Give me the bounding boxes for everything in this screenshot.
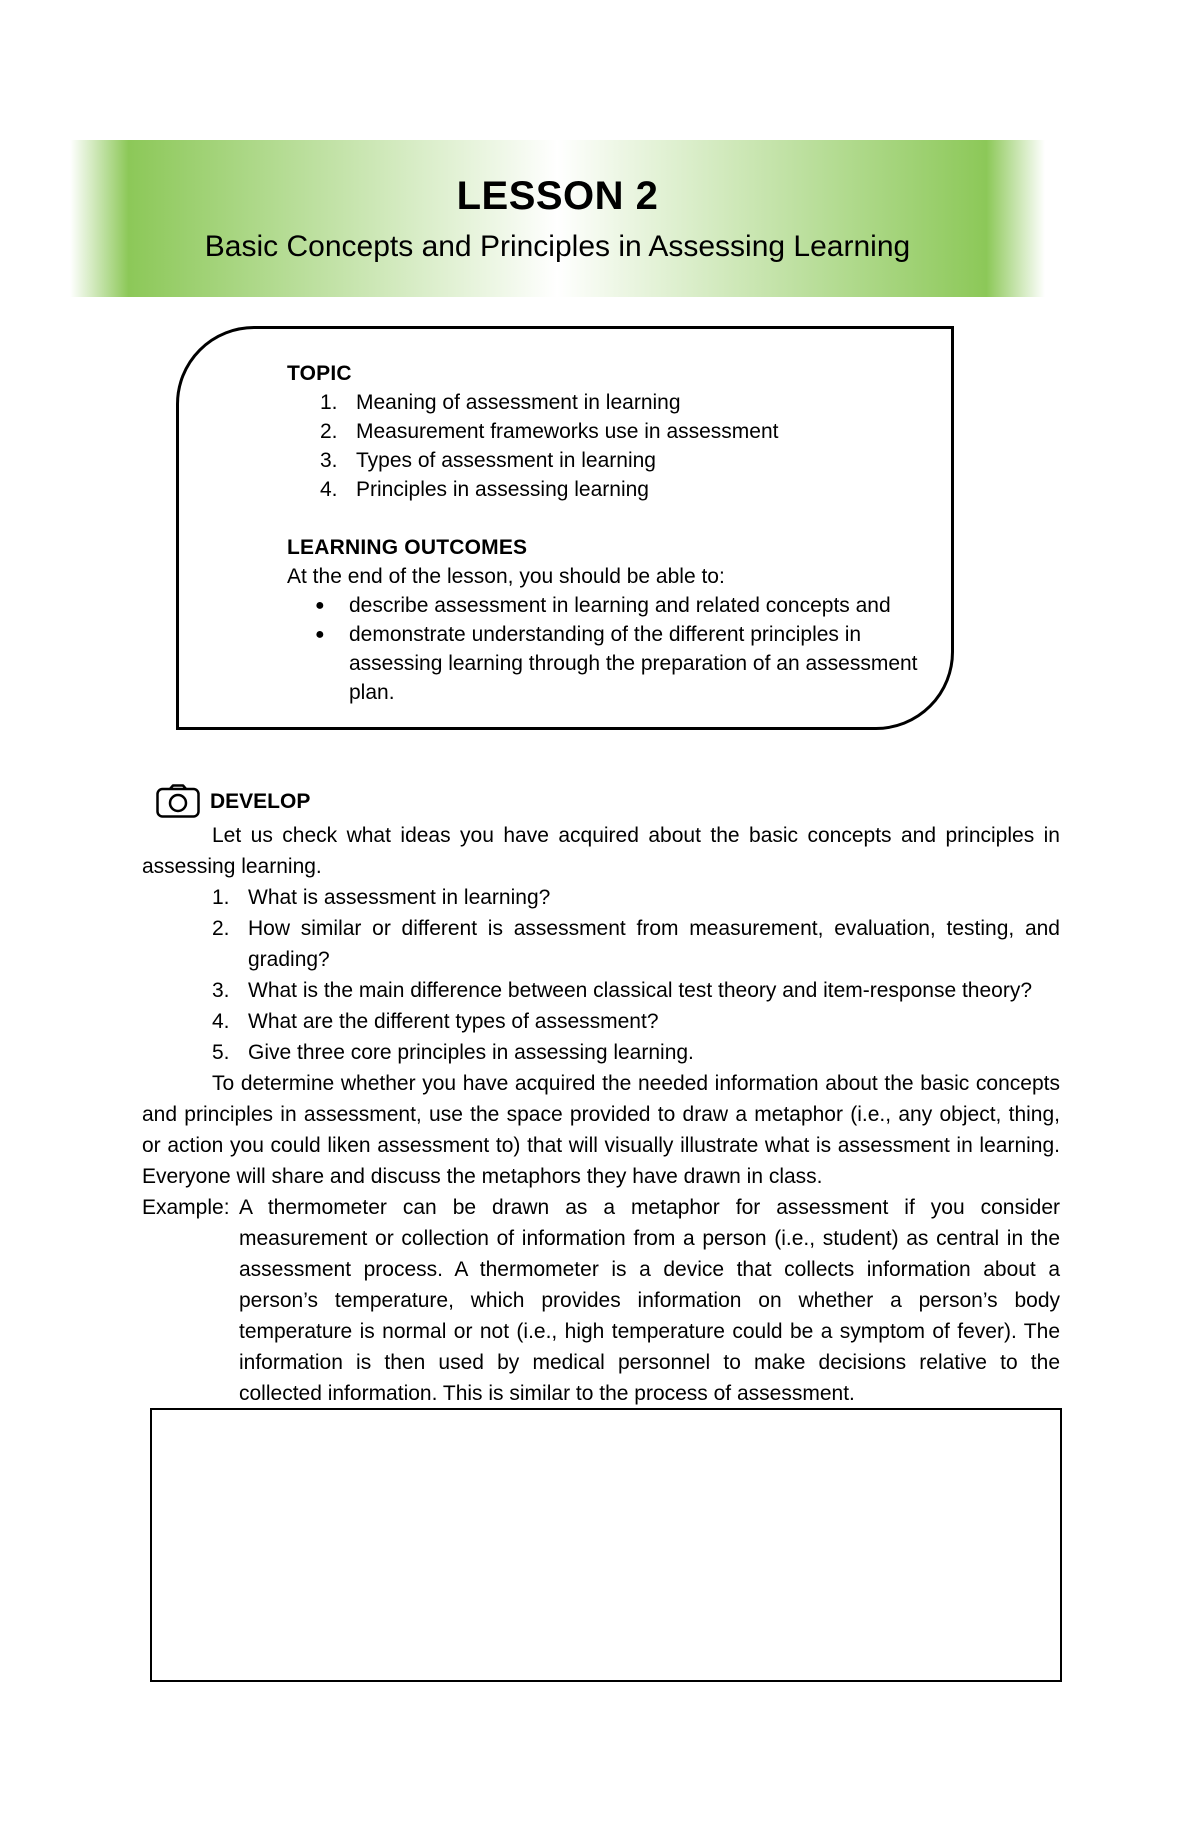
topic-item-number: 4. xyxy=(320,478,338,501)
topic-item-number: 1. xyxy=(320,391,338,414)
question-item xyxy=(142,882,1060,913)
outcome-item-text: describe assessment in learning and related concepts and xyxy=(349,594,891,617)
topic-item-text: Measurement frameworks use in assessment xyxy=(356,420,779,443)
example-text: A thermometer can be drawn as a metaphor for assessment if you consider measurement or collection of information from a person (i.e., student) as central in the assessment process. A thermometer is a device that collects information about a person’s temperature, which provides information on whether a person’s body temperature is normal or not (i.e., high temperature could be a symptom of fever). The information is then used by medical personnel to make decisions relative to the collected information. This is similar to the process of assessment. xyxy=(239,1196,1060,1405)
lesson-title: LESSON 2 xyxy=(456,174,659,218)
question-item xyxy=(142,1006,1060,1037)
question-text: Give three core principles in assessing learning. xyxy=(248,1041,694,1064)
topic-item-number: 2. xyxy=(320,420,338,443)
question-item xyxy=(142,1037,1060,1068)
question-number: 3. xyxy=(212,979,230,1002)
outcomes-intro: At the end of the lesson, you should be able to: xyxy=(287,565,725,588)
develop-section xyxy=(142,782,1060,1409)
example-label: Example: xyxy=(142,1196,230,1219)
bullet-icon: ● xyxy=(315,626,325,643)
question-number: 2. xyxy=(212,917,230,940)
develop-instruction: To determine whether you have acquired the needed information about the basic concepts and principles in assessment, use the space provided to draw a metaphor (i.e., any object, thing, or action you could liken assessment to) that will visually illustrate what is assessment in learning. Everyone will share and discuss the metaphors they have drawn in class. xyxy=(142,1072,1060,1188)
question-text: What are the different types of assessment? xyxy=(248,1010,659,1033)
develop-label: DEVELOP xyxy=(210,789,311,813)
question-text: What is assessment in learning? xyxy=(248,886,551,909)
topic-item xyxy=(287,417,927,446)
topic-item-number: 3. xyxy=(320,449,338,472)
topic-outcomes-content xyxy=(287,359,927,707)
topic-item xyxy=(287,446,927,475)
develop-intro: Let us check what ideas you have acquired about the basic concepts and principles in assessing learning. xyxy=(142,824,1060,878)
question-item xyxy=(142,975,1060,1006)
outcome-item xyxy=(287,591,927,620)
lesson-subtitle: Basic Concepts and Principles in Assessing Learning xyxy=(204,230,911,263)
question-number: 4. xyxy=(212,1010,230,1033)
example-block xyxy=(142,1192,1060,1409)
topic-item-text: Meaning of assessment in learning xyxy=(356,391,681,414)
outcome-item-text: demonstrate understanding of the different principles in assessing learning through the preparation of an assessment plan. xyxy=(349,623,918,704)
question-text: What is the main difference between classical test theory and item-response theory? xyxy=(248,979,1033,1002)
spacer xyxy=(287,504,927,533)
metaphor-drawing-area[interactable] xyxy=(150,1408,1062,1682)
camera-icon xyxy=(156,784,200,818)
topic-outcomes-box xyxy=(176,326,954,730)
outcome-item xyxy=(287,620,927,707)
topic-item xyxy=(287,388,927,417)
topic-item-text: Principles in assessing learning xyxy=(356,478,649,501)
question-number: 1. xyxy=(212,886,230,909)
topic-item-text: Types of assessment in learning xyxy=(356,449,656,472)
bullet-icon: ● xyxy=(315,597,325,614)
topic-heading: TOPIC xyxy=(287,362,352,385)
develop-header xyxy=(142,782,1060,820)
outcomes-heading: LEARNING OUTCOMES xyxy=(287,536,528,559)
lesson-banner xyxy=(70,140,1045,297)
question-text: How similar or different is assessment from measurement, evaluation, testing, and grading? xyxy=(248,917,1060,971)
topic-item xyxy=(287,475,927,504)
question-item xyxy=(142,913,1060,975)
question-number: 5. xyxy=(212,1041,230,1064)
